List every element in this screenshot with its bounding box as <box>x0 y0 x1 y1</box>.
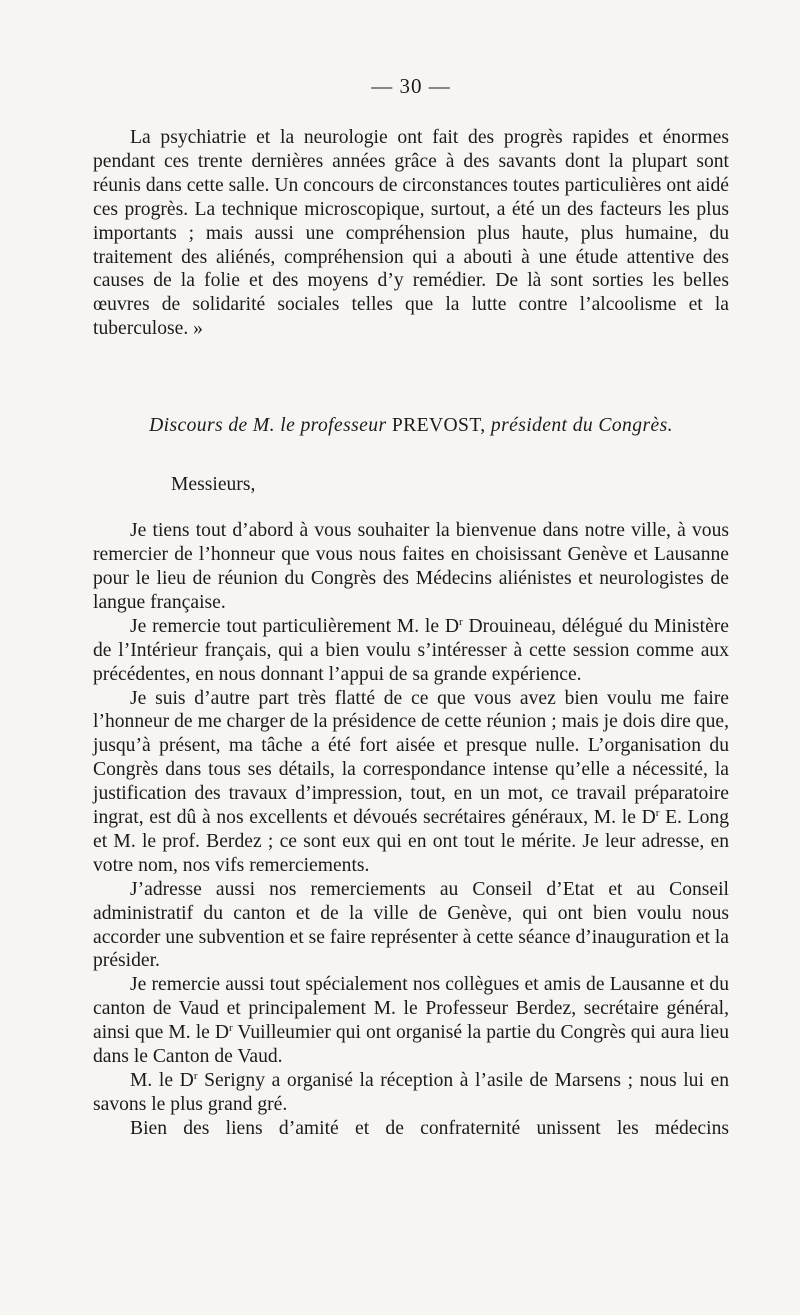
intro-paragraph: La psychiatrie et la neurologie ont fait des progrès rapides et énormes pendant ces trente dernières années grâce à des savants dont la plupart sont réunis dans cette salle. Un concours de circonstances toutes particulières ont aidé ces progrès. La technique microscopique, surtout, a été un des facteurs les plus importants ; mais aussi une compréhension plus haute, plus humaine, du traitement des aliénés, compréhension qui a abouti à une étude attentive des causes de la folie et des moyens d’y remédier. De là sont sorties les belles œuvres de solidarité sociales telles que la lutte contre l’alcoolisme et la tuberculose. » <box>93 127 729 340</box>
paragraph-ties: Bien des liens d’amité et de confraternité unissent les médecins <box>130 1117 729 1139</box>
page-number: — 30 — <box>371 74 451 98</box>
superscript: r <box>229 1022 233 1035</box>
paragraph-text: M. le D <box>130 1070 194 1091</box>
paragraph-thanks-council: J’adresse aussi nos remerciements au Conseil d’Etat et au Conseil administratif du canton et de la ville de Genève, qui ont bien voulu nous accorder une subvention et se faire représenter à cette séance d’inauguration et la présider. <box>93 878 729 972</box>
spacer <box>93 497 729 519</box>
paragraph-text: Drouineau, délégué du Ministère de l’Intérieur français, qui a bien voulu s’intéresser à cette session comme aux précédentes, en nous donnant l’appui de sa grande expérience. <box>93 615 729 685</box>
speech-heading <box>93 414 729 438</box>
paragraph-text: E. Long et M. le prof. Berdez ; ce sont eux qui en ont tout le mérite. Je leur adresse, en votre nom, nos vifs remerciements. <box>93 807 729 876</box>
paragraph-text: Je suis d’autre part très flatté de ce que vous avez bien voulu me faire l’honneur de me charger de la présidence de cette réunion ; mais je dois dire que, jusqu’à présent, ma tâche a été fort aisée et presque nulle. L’organisation du Congrès dans tous ses détails, la correspondance intense qu’elle a nécessité, la justification des travaux d’impression, tout, en un mot, ce travail préparatoire ingrat, est dû à nos excellents et dévoués secrétaires généraux, M. le D <box>93 687 729 829</box>
paragraph-serigny <box>93 1069 729 1117</box>
paragraph-text: Je remercie tout particulièrement M. le D <box>130 615 459 637</box>
paragraph-thanks-lausanne <box>93 973 729 1069</box>
paragraph-text: Je remercie aussi tout spécialement nos collègues et amis de Lausanne et du canton de Vaud et principalement M. le Professeur Berdez, secrétaire général, ainsi que M. le D <box>93 974 729 1044</box>
superscript: r <box>193 1070 198 1082</box>
salutation: Messieurs, <box>171 474 256 496</box>
paragraph-welcome: Je tiens tout d’abord à vous souhaiter la bienvenue dans notre ville, à vous remercier de l’honneur que vous nous faites en choisissant Genève et Lausanne pour le lieu de réunion du Congrès des Médecins aliénistes et neurologistes de langue française. <box>93 520 729 613</box>
paragraph-text: Vuilleumier qui ont organisé la partie du Congrès qui aura lieu dans le Canton de Vaud. <box>93 1022 729 1068</box>
paragraph-presidency <box>93 687 729 878</box>
heading-speaker-name: PREVOST, <box>391 415 486 437</box>
paragraph-thanks-drouineau <box>93 615 729 687</box>
heading-title: Discours de M. le professeur <box>149 415 387 437</box>
superscript: r <box>459 615 463 628</box>
superscript: r <box>655 807 660 820</box>
heading-role: président du Congrès. <box>490 415 673 437</box>
paragraph-text: Serigny a organisé la réception à l’asile de Marsens ; nous lui en savons le plus grand gré. <box>93 1070 729 1115</box>
document-page <box>93 68 729 1141</box>
